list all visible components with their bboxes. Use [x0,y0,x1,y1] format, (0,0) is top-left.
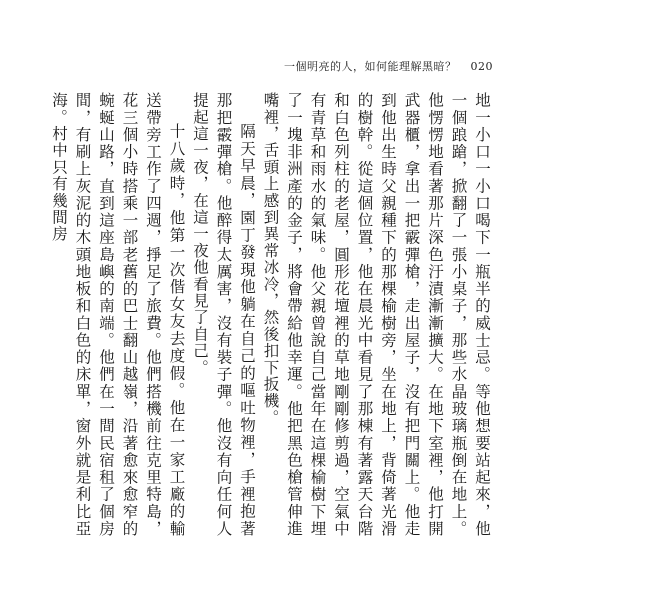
paragraph-3: 十八歲時，他第一次偕女友去度假。他在一家工廠的輸送帶旁工作了四週，掙足了旅費。他們搭機前往克里特島，花三個小時搭乘一部老舊的巴士翻山越嶺，沿著愈來愈窄的蜿蜒山路，直到這座島嶼的南端。他們在一間民宿租了個房間，有刷上灰泥的木頭地板和白色的床單，窗外就是利比亞海。村中只有幾間房 [50,92,186,537]
running-title: 一個明亮的人，如何能理解黑暗？ [284,60,457,73]
paragraph-2: 隔天早晨，園丁發現他躺在自己的嘔吐物裡，手裡抱著那把霰彈槍。他醉得太厲害，沒有裝子彈。他沒有向任何人提起這一夜，在這一夜他看見了自己。 [191,92,256,537]
paragraph-1: 地一小口一小口喝下一瓶半的威士忌。等他想要站起來，他一個踉蹌，掀翻了一張小桌子，那些水晶玻璃瓶倒在地上。他愣愣地看著那片深色汙漬漸漸擴大。在地下室裡，他打開武器櫃，拿出一把霰彈槍，走出屋子，沒有把門關上。他走到他出生時父親種下的那棵榆樹旁，坐在地上，背倚著光滑的樹幹。從這個位置，他在晨光中看見了那棟有著露天台階和白色列柱的老屋，圓形花壇裡的草地剛剛修剪過，空氣中有青草和雨水的氣味。他父親曾說自己當年在這棵榆樹下埋了一塊非洲產的金子，將會帶給他幸運。他把黑色槍管伸進嘴裡，舌頭上感到異常冰冷，然後扣下扳機。 [261,92,491,537]
vertical-body-text [50,92,493,537]
page-number: 020 [470,60,493,73]
running-header [284,58,493,74]
